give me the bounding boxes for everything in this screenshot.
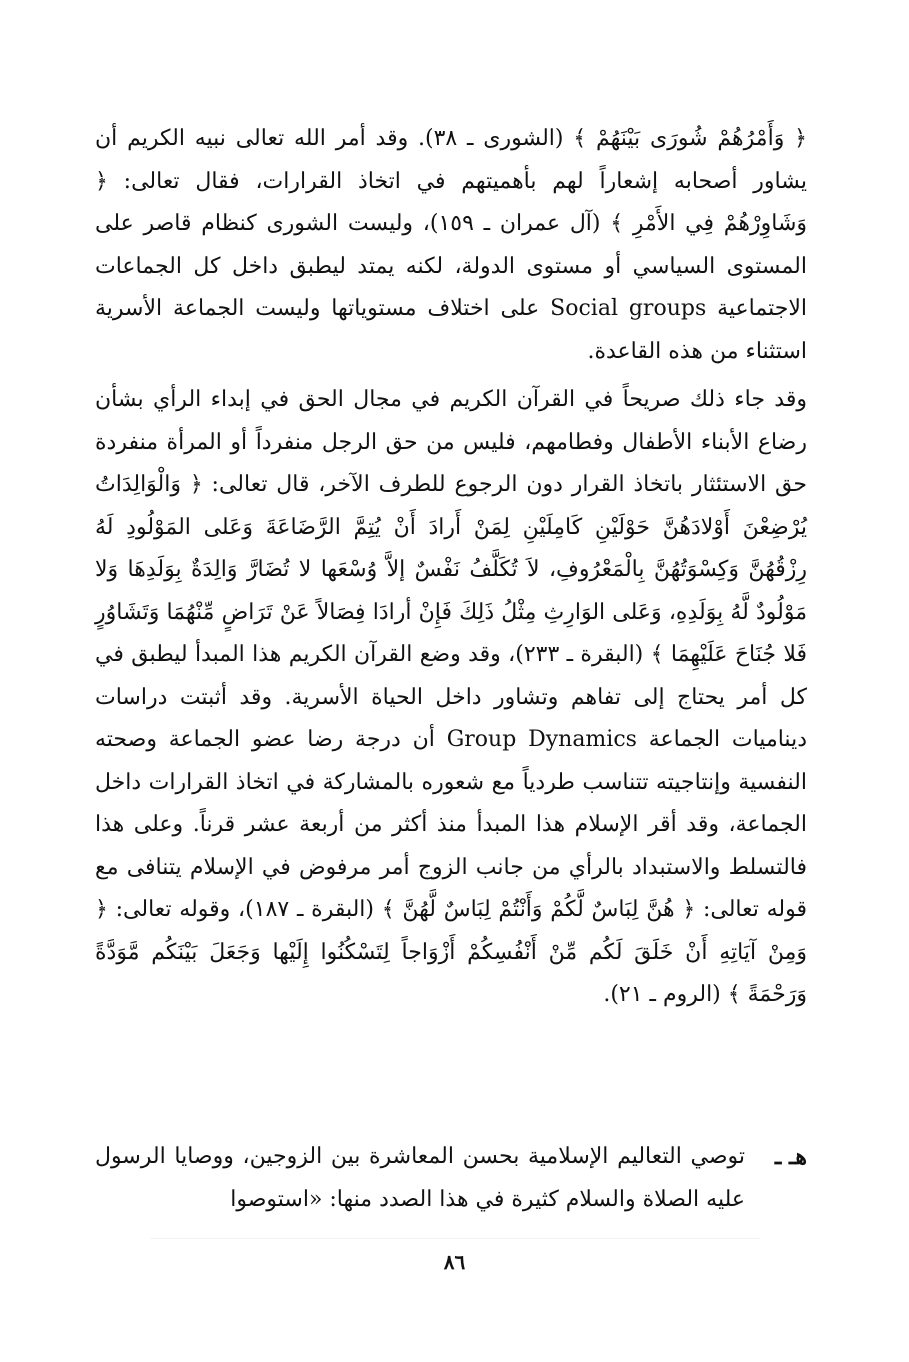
- paragraph-consultation-family: وقد جاء ذلك صريحاً في القرآن الكريم في مجال الحق في إبداء الرأي بشأن رضاع الأبناء الأطفال وفطامهم، فليس من حق الرجل منفرداً أو المرأة منفردة حق الاستئثار باتخاذ القرار دون الرجوع للطرف الآخر، قال تعالى: ﴿ وَالْوَالِدَاتُ يُرْضِعْنَ أَوْلادَهُنَّ حَوْلَيْنِ كَامِلَيْنِ لِمَنْ أَرادَ أَنْ يُتِمَّ الرَّضَاعَةَ وَعَلى المَوْلُودِ لَهُ رِزْقُهُنَّ وَكِسْوَتُهُنَّ بِالْمَعْرُوفِ، لاَ تُكَلَّفُ نَفْسٌ إلاَّ وُسْعَها لا تُضَارَّ وَالِدَةٌ بِوَلَدِهَا وَلا مَوْلُودٌ لَّهُ بِوَلَدِهِ، وَعَلى الوَارِثِ مِثْلُ ذَلِكَ فَإِنْ أرادَا فِصَالاً عَنْ تَرَاضٍ مِّنْهُمَا وَتَشَاوُرٍ فَلا جُنَاحَ عَلَيْهِمَا ﴾ (البقرة ـ ٢٣٣)، وقد وضع القرآن الكريم هذا المبدأ ليطبق في كل أمر يحتاج إلى تفاهم وتشاور داخل الحياة الأسرية. وقد أثبتت دراسات ديناميات الجماعة Group Dynamics أن درجة رضا عضو الجماعة وصحته النفسية وإنتاجيته تتناسب طردياً مع شعوره بالمشاركة في اتخاذ القرارات داخل الجماعة، وقد أقر الإسلام هذا المبدأ منذ أكثر من أربعة عشر قرناً. وعلى هذا فالتسلط والاستبداد بالرأي من جانب الزوج أمر مرفوض في الإسلام يتنافى مع قوله تعالى: ﴿ هُنَّ لِبَاسٌ لَّكُمْ وَأَنْتُمْ لِبَاسٌ لَّهُنَّ ﴾ (البقرة ـ ١٨٧)، وقوله تعالى: ﴿ وَمِنْ آيَاتِهِ أَنْ خَلَقَ لَكُم مِّنْ أَنْفُسِكُمْ أَزْوَاجاً لِتَسْكُنُوا إِلَيْها وَجَعَلَ بَيْنَكُم مَّوَدَّةً وَرَحْمَةً ﴾ (الروم ـ ٢١).: [95, 387, 807, 1007]
- page-divider: [150, 1238, 760, 1239]
- body-text: [95, 118, 807, 1017]
- paragraph-shura: ﴿ وَأَمْرُهُمْ شُورَى بَيْنَهُمْ ﴾ (الشورى ـ ٣٨). وقد أمر الله تعالى نبيه الكريم أن يشاور أصحابه إشعاراً لهم بأهميتهم في اتخاذ القرارات، فقال تعالى: ﴿ وَشَاوِرْهُمْ فِي الأَمْرِ ﴾ (آل عمران ـ ١٥٩)، وليست الشورى كنظام قاصر على المستوى السياسي أو مستوى الدولة، لكنه يمتد ليطبق داخل كل الجماعات الاجتماعية Social groups على اختلاف مستوياتها وليست الجماعة الأسرية استثناء من هذه القاعدة.: [95, 126, 807, 364]
- list-item-text: توصي التعاليم الإسلامية بحسن المعاشرة بين الزوجين، ووصايا الرسول عليه الصلاة والسلام كثيرة في هذا الصدد منها: «استوصوا: [95, 1144, 745, 1212]
- page-number: ٨٦: [443, 1250, 466, 1274]
- list-item-marker: هـ ـ: [774, 1144, 807, 1170]
- list-item-he: [95, 1136, 807, 1221]
